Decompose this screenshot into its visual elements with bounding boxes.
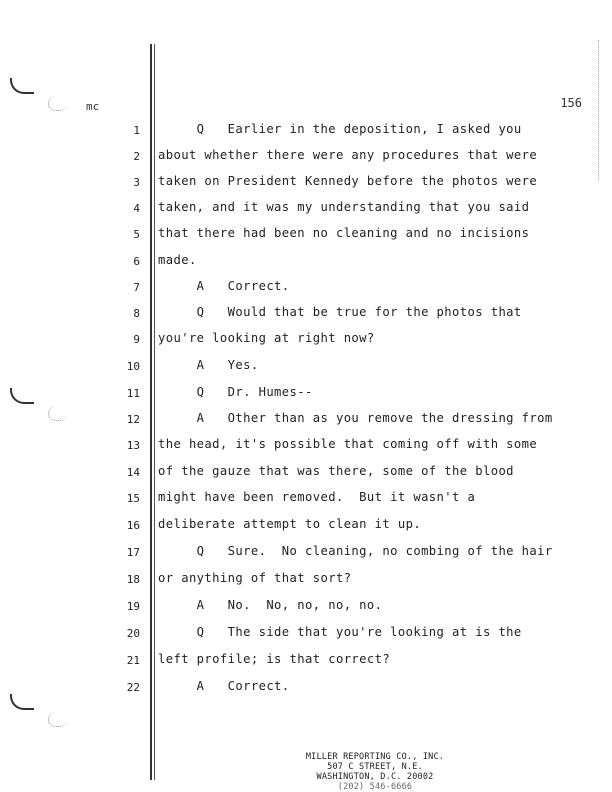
- line-number: 2: [133, 150, 140, 163]
- transcript-line: the head, it's possible that coming off with some: [158, 437, 538, 451]
- line-number: 13: [126, 439, 140, 452]
- transcript-line: taken on President Kennedy before the photos were: [158, 174, 538, 188]
- transcript-line: made.: [158, 253, 197, 267]
- transcript-line: Q Sure. No cleaning, no combing of the hair: [158, 544, 553, 558]
- margin-rule: [154, 44, 155, 780]
- line-number: 15: [126, 492, 140, 505]
- transcript-line: Q Would that be true for the photos that: [158, 305, 522, 319]
- transcript-line: Q Dr. Humes--: [158, 385, 313, 399]
- line-number: 11: [126, 387, 140, 400]
- transcript-line: A No. No, no, no, no.: [158, 598, 383, 612]
- transcript-line: or anything of that sort?: [158, 571, 352, 585]
- transcript-line: Q The side that you're looking at is the: [158, 625, 522, 639]
- line-number: 1: [133, 124, 140, 137]
- line-number: 22: [126, 681, 140, 694]
- line-number: 7: [133, 281, 140, 294]
- smudge-mark: [48, 406, 67, 421]
- line-number: 17: [126, 546, 140, 559]
- line-number: 16: [126, 519, 140, 532]
- binding-hole-mark: [10, 694, 34, 710]
- transcript-line: deliberate attempt to clean it up.: [158, 517, 422, 531]
- margin-rule: [150, 44, 152, 780]
- transcript-line: about whether there were any procedures that were: [158, 148, 538, 162]
- page-number: 156: [560, 96, 582, 110]
- line-number: 20: [126, 627, 140, 640]
- transcript-line: taken, and it was my understanding that you said: [158, 200, 530, 214]
- line-number: 5: [133, 228, 140, 241]
- line-number: 6: [133, 255, 140, 268]
- line-number: 19: [126, 600, 140, 613]
- line-number: 4: [133, 202, 140, 215]
- transcript-line: of the gauze that was there, some of the blood: [158, 464, 514, 478]
- line-number: 3: [133, 176, 140, 189]
- transcript-line: might have been removed. But it wasn't a: [158, 490, 476, 504]
- reporter-initials: mc: [86, 100, 100, 113]
- line-number: 18: [126, 573, 140, 586]
- footer-phone: (202) 546-6666: [337, 782, 413, 792]
- footer-phone-wrap: [290, 782, 460, 792]
- line-number: 8: [133, 307, 140, 320]
- smudge-mark: [48, 712, 67, 727]
- edge-rule: [598, 40, 600, 180]
- line-number: 21: [126, 654, 140, 667]
- transcript-line: A Correct.: [158, 679, 290, 693]
- line-number: 14: [126, 466, 140, 479]
- transcript-line: A Correct.: [158, 279, 290, 293]
- line-number: 10: [126, 360, 140, 373]
- binding-hole-mark: [10, 388, 34, 404]
- transcript-line: that there had been no cleaning and no incisions: [158, 226, 530, 240]
- transcript-line: A Yes.: [158, 358, 259, 372]
- binding-hole-mark: [10, 78, 34, 94]
- reporter-footer: [290, 752, 460, 792]
- transcript-line: left profile; is that correct?: [158, 652, 391, 666]
- transcript-line: you're looking at right now?: [158, 331, 375, 345]
- transcript-line: Q Earlier in the deposition, I asked you: [158, 122, 522, 136]
- footer-company: MILLER REPORTING CO., INC.: [305, 752, 445, 762]
- line-number: 12: [126, 413, 140, 426]
- transcript-line: A Other than as you remove the dressing from: [158, 411, 553, 425]
- line-number: 9: [133, 333, 140, 346]
- footer-city: WASHINGTON, D.C. 20002: [316, 772, 434, 782]
- footer-street: 507 C STREET, N.E.: [327, 762, 423, 772]
- smudge-mark: [48, 96, 67, 111]
